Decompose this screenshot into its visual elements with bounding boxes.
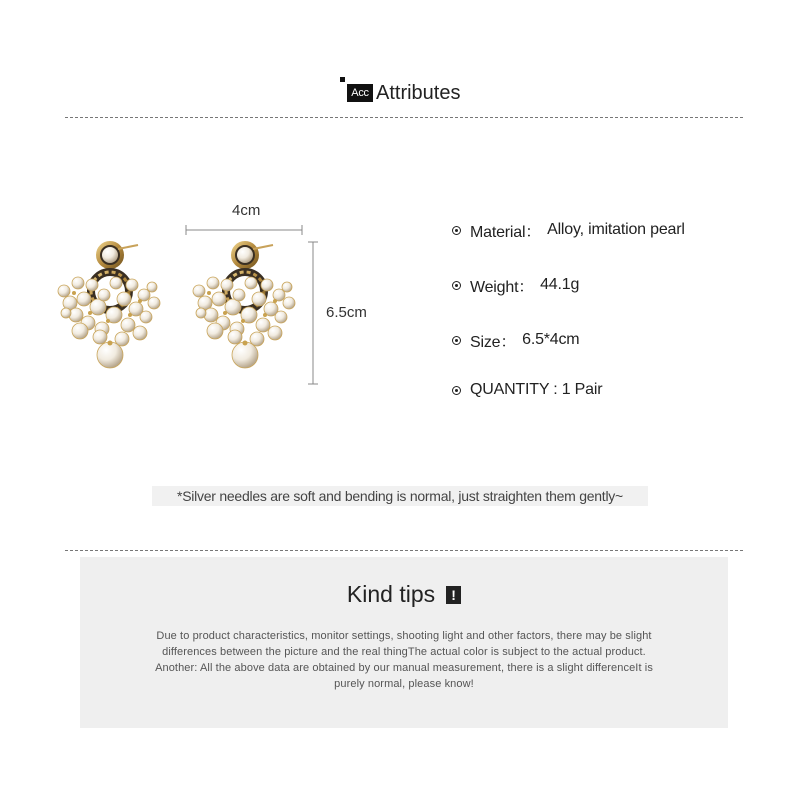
kind-tips-text [120, 628, 688, 692]
kind-tips-title: Kind tips [346, 581, 436, 607]
divider-top [65, 117, 743, 118]
attr-label: Weight： [470, 278, 535, 296]
kind-tips-heading [80, 581, 728, 608]
attr-weight [452, 273, 579, 297]
attr-value: 6.5*4cm [522, 331, 580, 348]
bullet-icon [452, 336, 461, 345]
product-image [40, 195, 360, 395]
silver-needle-note: *Silver needles are soft and bending is normal, just straighten them gently~ [152, 486, 648, 506]
tips-line: purely normal, please know! [334, 678, 474, 690]
attr-value: 44.1g [540, 276, 580, 293]
attr-label: QUANTITY : 1 Pair [470, 381, 603, 398]
attr-value: Alloy, imitation pearl [547, 221, 685, 238]
bullet-icon [452, 281, 461, 290]
header-marker [340, 77, 345, 82]
attr-quantity [452, 378, 608, 402]
page-title: Attributes [376, 82, 461, 104]
divider-bottom [65, 550, 743, 551]
bullet-icon [452, 386, 461, 395]
attr-label: Material： [470, 223, 542, 241]
attr-size [452, 328, 579, 352]
tips-line: Due to product characteristics, monitor settings, shooting light and other factors, there may be slight [156, 630, 652, 642]
height-label: 6.5cm [326, 304, 367, 321]
tips-line: Another: All the above data are obtained by our manual measurement, there is a slight differenceIt is [155, 662, 653, 674]
attr-material [452, 218, 685, 242]
bullet-icon [452, 226, 461, 235]
attr-label: Size： [470, 333, 517, 351]
header-badge: Acc [347, 84, 373, 102]
width-label: 4cm [232, 202, 261, 219]
warning-icon: ! [446, 586, 461, 604]
kind-tips-panel [80, 557, 728, 728]
tips-line: differences between the picture and the real thingThe actual color is subject to the actual product. [162, 646, 646, 658]
